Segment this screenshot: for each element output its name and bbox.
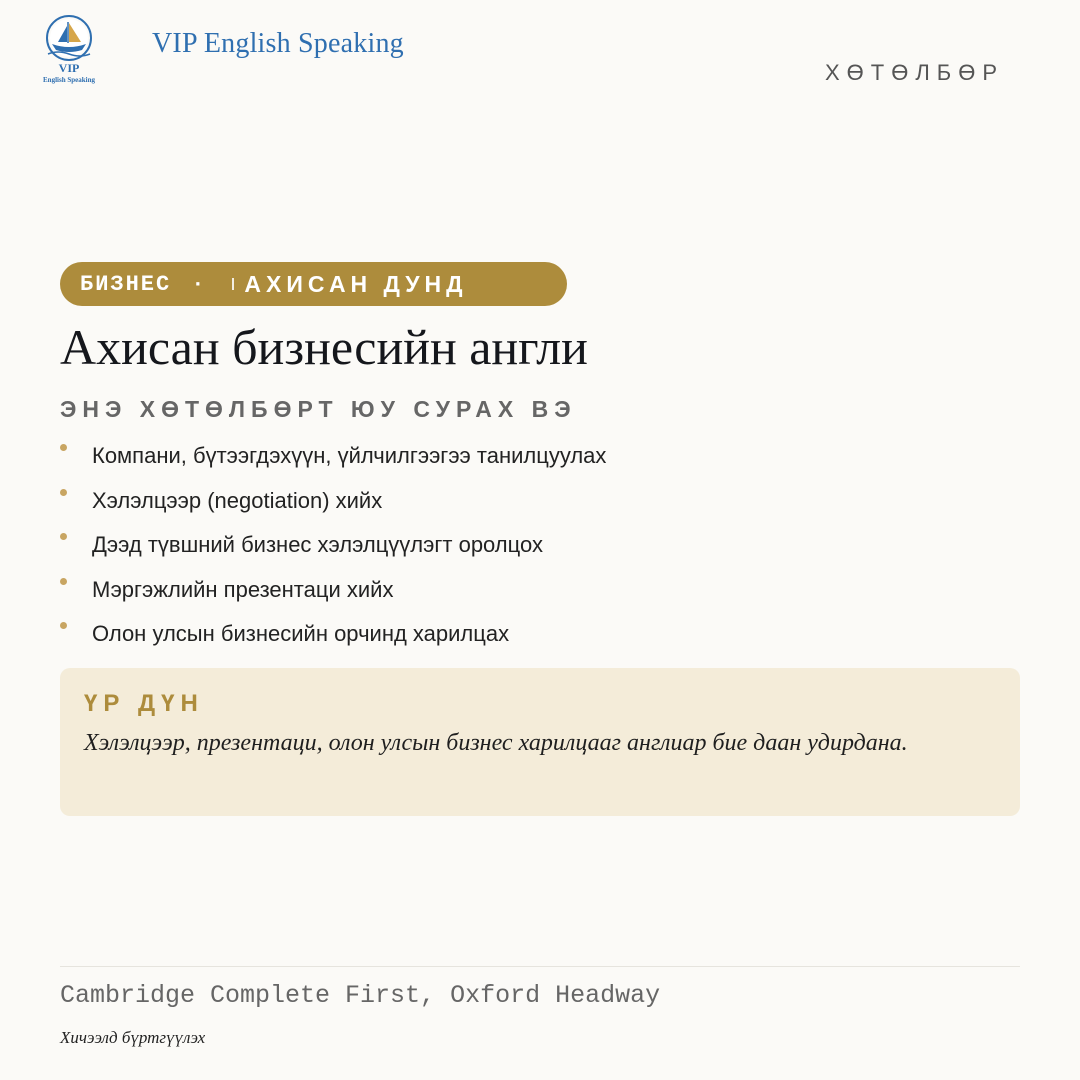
logo-text-sub: English Speaking (43, 76, 95, 84)
course-tag (60, 262, 567, 306)
tag-category: БИЗНЕС (80, 271, 172, 297)
brand-name: VIP English Speaking (152, 28, 404, 59)
register-link[interactable]: Хичээлд бүртгүүлэх (60, 1028, 206, 1047)
list-item-text: Дээд түвшний бизнес хэлэлцүүлэгт оролцох (92, 532, 543, 558)
course-subtitle: ЭНЭ ХӨТӨЛБӨРТ ЮУ СУРАХ ВЭ (60, 396, 577, 422)
list-item (60, 529, 606, 574)
course-title: Ахисан бизнесийн англи (60, 319, 588, 375)
list-item-text: Хэлэлцээр (negotiation) хийх (92, 487, 383, 513)
result-heading: ҮР ДҮН (84, 690, 204, 717)
textbook-list: Cambridge Complete First, Oxford Headway (60, 981, 661, 1010)
logo-text-main: VIP (58, 61, 80, 75)
sailboat-logo-icon (36, 14, 102, 84)
topic-list (60, 440, 606, 663)
bullet-icon (60, 578, 67, 585)
list-item (60, 574, 606, 619)
result-text: Хэлэлцээр, презентаци, олон улсын бизнес харилцааг англиар бие даан удирдана. (84, 730, 908, 756)
result-box (60, 668, 1020, 816)
tag-divider (232, 278, 234, 290)
list-item-text: Олон улсын бизнесийн орчинд харилцах (92, 621, 510, 647)
bullet-icon (60, 444, 67, 451)
list-item (60, 618, 606, 663)
footer-divider (60, 966, 1020, 967)
list-item (60, 440, 606, 485)
bullet-icon (60, 533, 67, 540)
brand-logo (36, 14, 102, 84)
section-label: ХӨТӨЛБӨР (825, 60, 1004, 85)
list-item (60, 485, 606, 530)
tag-level: АХИСАН ДУНД (244, 270, 468, 297)
bullet-icon (60, 489, 67, 496)
bullet-icon (60, 622, 67, 629)
list-item-text: Мэргэжлийн презентаци хийх (92, 576, 394, 602)
tag-separator: · (191, 271, 205, 297)
list-item-text: Компани, бүтээгдэхүүн, үйлчилгээгээ танилцуулах (92, 443, 607, 468)
